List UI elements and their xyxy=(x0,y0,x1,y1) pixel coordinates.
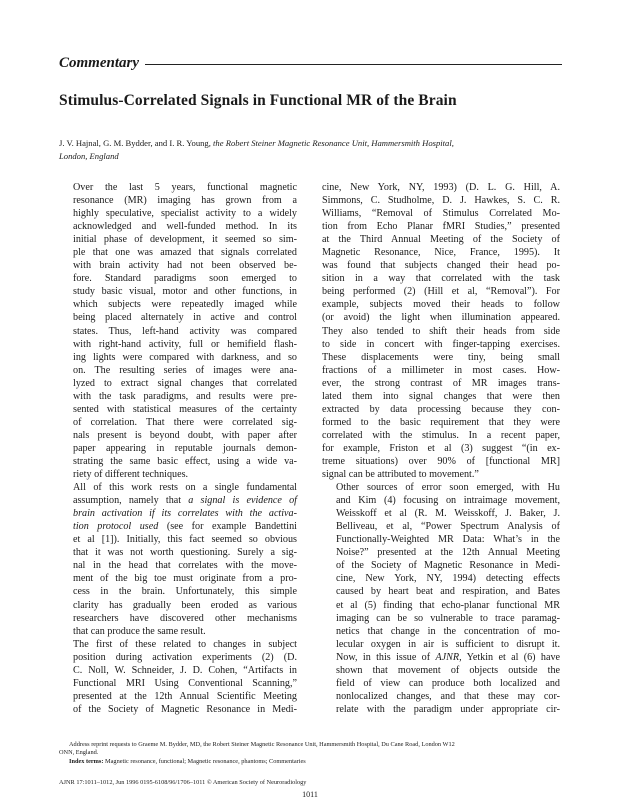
text-line xyxy=(322,285,560,298)
text-line xyxy=(59,651,297,664)
text-run: to side in concert with finger-tapping exercises. xyxy=(322,338,560,350)
text-line xyxy=(59,703,297,716)
text-run: a signal is evidence of xyxy=(188,495,297,507)
text-run: of the Society of Magnetic Resonance in Medi- xyxy=(73,703,297,715)
text-run: (see for example Bandettini xyxy=(158,521,297,533)
text-run: et al (5) finding that echo-planar functional MR xyxy=(336,599,560,611)
text-run: cine, New York, NY, 1994) detecting effects xyxy=(336,573,560,585)
text-run: fore. Standard paradigms soon emerged to xyxy=(73,273,297,285)
text-run: Now, in this issue of xyxy=(336,651,436,663)
text-run: cine, New York, NY, 1993) (D. L. G. Hill, A. xyxy=(322,182,560,193)
text-run: lated them into signal changes that were then xyxy=(322,390,560,402)
text-line xyxy=(322,638,560,651)
text-line xyxy=(322,403,560,416)
text-run: formed to the basic requirement that they were xyxy=(322,416,560,428)
text-line xyxy=(59,390,297,403)
text-run: Noise?” presented at the 12th Annual Meeting xyxy=(336,547,560,559)
text-line xyxy=(322,664,560,677)
text-line xyxy=(59,416,297,429)
text-line xyxy=(59,585,297,598)
text-line xyxy=(322,507,560,520)
author-block xyxy=(59,137,562,163)
text-run: caused by heart beat and respiration, and Bates xyxy=(336,586,560,598)
text-run: extracted by data processing because they con- xyxy=(322,403,560,415)
text-run: nal in the head that correlates with the move- xyxy=(73,560,297,572)
text-line xyxy=(322,390,560,403)
text-line xyxy=(59,351,297,364)
text-line xyxy=(322,194,560,207)
text-run: with brain activity had not been observed be- xyxy=(73,260,297,272)
text-line xyxy=(59,311,297,324)
text-run: lyzed to extract signal changes that correlated xyxy=(73,377,297,389)
text-run: of the Society of Magnetic Resonance in Medi- xyxy=(336,560,560,572)
text-line xyxy=(59,364,297,377)
text-line xyxy=(322,325,560,338)
text-run: highly speculative, specialist activity to a widely xyxy=(73,208,297,220)
text-run: ment of the big toe must originate from a pro- xyxy=(73,573,297,585)
paragraph-1 xyxy=(59,181,297,481)
text-line xyxy=(59,338,297,351)
text-run: lecular oxygen in air is sufficient to disrupt it. xyxy=(336,638,560,650)
left-column xyxy=(59,181,297,716)
text-line xyxy=(322,442,560,455)
text-run: Magnetic Resonance, Nice, France, 1995). It xyxy=(322,247,560,259)
text-run: clarity has gradually been eroded as various xyxy=(73,599,297,611)
text-line xyxy=(59,546,297,559)
author-line-1 xyxy=(59,137,562,150)
text-run: imaging can be so vulnerable to trace paramag- xyxy=(336,612,560,624)
affiliation-part-1: the Robert Steiner Magnetic Resonance Unit, Hammersmith Hospital, xyxy=(213,138,454,148)
text-line xyxy=(322,338,560,351)
text-run: being placed alternately in active and control xyxy=(73,312,297,324)
text-line xyxy=(322,494,560,507)
text-line xyxy=(322,246,560,259)
text-line xyxy=(322,377,560,390)
text-run: Other sources of error soon emerged, with Hu xyxy=(336,482,560,494)
text-run: presented at the 12th Annual Scientific Meeting xyxy=(73,690,297,702)
text-run: ever, the strong contrast of MR images trans- xyxy=(322,377,560,389)
text-line xyxy=(322,651,560,664)
text-line xyxy=(322,559,560,572)
text-run: on. The resulting series of images were ana- xyxy=(73,364,297,376)
text-line xyxy=(59,638,297,651)
text-line xyxy=(322,703,560,716)
affiliation-part-2: London, England xyxy=(59,151,119,161)
text-line xyxy=(322,220,560,233)
text-line xyxy=(322,572,560,585)
reprint-address xyxy=(59,741,562,749)
text-line xyxy=(59,259,297,272)
text-run: researchers have discovered other mechanisms xyxy=(73,612,297,624)
text-run: assumption, namely that xyxy=(73,495,189,507)
section-label: Commentary xyxy=(59,54,140,71)
author-names: J. V. Hajnal, G. M. Bydder, and I. R. Young, xyxy=(59,138,211,148)
text-run: at the Third Annual Meeting of the Society of xyxy=(322,234,560,246)
text-run: being performed (2) (Hill et al, “Removal”). For xyxy=(322,286,560,298)
text-line xyxy=(59,207,297,220)
index-terms xyxy=(59,758,562,766)
text-run: (or avoid) the light when illumination appeared. xyxy=(322,312,560,324)
text-run: that can produce the same result. xyxy=(73,625,206,637)
text-run: Over the last 5 years, functional magnetic xyxy=(73,182,297,193)
text-line xyxy=(322,429,560,442)
text-run: strating the same basic effect, using a wide va- xyxy=(73,455,297,467)
text-run: ing lights were compared with darkness, and so xyxy=(73,351,297,363)
text-run: for example, Friston et al (3) suggest “(in ex- xyxy=(322,442,560,454)
text-line xyxy=(59,572,297,585)
text-run: Belliveau, et al, “Power Spectrum Analysis of xyxy=(336,521,560,533)
text-line xyxy=(322,207,560,220)
text-run: et al [1]). Initially, this fact seemed so obvious xyxy=(73,534,297,546)
paragraph-2 xyxy=(59,481,297,638)
text-run: example, subjects moved their heads to follow xyxy=(322,299,560,311)
text-line xyxy=(59,468,297,481)
right-column xyxy=(322,181,560,716)
section-rule xyxy=(145,64,562,65)
text-line xyxy=(322,416,560,429)
text-run: They also tended to shift their heads from side xyxy=(322,325,560,337)
text-line xyxy=(322,520,560,533)
text-line xyxy=(322,364,560,377)
text-line xyxy=(322,585,560,598)
text-run: treme situations) over 90% of [functional MR] xyxy=(322,455,560,467)
text-run: riety of different techniques. xyxy=(73,469,189,481)
text-run: nals present is beyond doubt, with paper after xyxy=(73,429,297,441)
text-line xyxy=(59,481,297,494)
text-line xyxy=(59,325,297,338)
text-run: acknowledged and well-funded method. In its xyxy=(73,221,297,233)
text-line xyxy=(322,599,560,612)
text-line xyxy=(322,468,560,481)
text-line xyxy=(59,455,297,468)
paragraph-continued xyxy=(322,181,560,481)
text-run: cess in the brain. Unfortunately, this simple xyxy=(73,586,297,598)
text-line xyxy=(59,377,297,390)
index-terms-text: Magnetic resonance, functional; Magnetic resonance, phantoms; Commentaries xyxy=(103,757,306,765)
text-line xyxy=(322,677,560,690)
text-line xyxy=(322,533,560,546)
text-run: ple that one was amazed that signals correlated xyxy=(73,247,297,259)
text-line xyxy=(322,351,560,364)
text-line xyxy=(59,220,297,233)
text-run: C. Noll, W. Schneider, J. D. Cohen, “Artifacts in xyxy=(73,664,297,676)
text-run: sition in a way that correlated with the task xyxy=(322,273,560,285)
text-line xyxy=(322,259,560,272)
text-line xyxy=(59,520,297,533)
text-run: relate with the paradigm under appropriate cir- xyxy=(336,703,560,715)
text-line xyxy=(59,690,297,703)
text-run: correlated with the stimulus. In a recent paper, xyxy=(322,429,560,441)
text-line xyxy=(322,481,560,494)
text-line xyxy=(59,194,297,207)
text-run: Weisskoff et al (R. M. Weisskoff, J. Baker, J. xyxy=(336,508,560,520)
text-line xyxy=(322,272,560,285)
paragraph-4 xyxy=(322,481,560,716)
text-line xyxy=(59,442,297,455)
text-line xyxy=(322,690,560,703)
text-run: resonance (MR) imaging has grown from a xyxy=(73,195,297,207)
text-run: fractions of a millimeter in most cases. How- xyxy=(322,364,560,376)
text-run: position during activation experiments (2) (D. xyxy=(73,651,297,663)
text-run: of correlation. That there were correlated sig- xyxy=(73,416,297,428)
text-run: AJNR, xyxy=(435,651,462,663)
text-run: Williams, “Removal of Stimulus Correlated Mo- xyxy=(322,208,560,220)
text-run: signal can be attributed to movement.” xyxy=(322,469,479,481)
journal-citation: AJNR 17:1011–1012, Jun 1996 0195-6108/96/1706–1011 © American Society of Neuroradiology xyxy=(59,779,307,786)
text-run: study basic visual, motor and other functions, in xyxy=(73,286,297,298)
text-line xyxy=(59,272,297,285)
text-line xyxy=(59,494,297,507)
text-run: sented with statistical measures of the certainty xyxy=(73,403,297,415)
text-run: The first of these related to changes in subject xyxy=(73,638,297,650)
text-line xyxy=(59,559,297,572)
text-run: Functionally-Weighted MR Data: What’s in the xyxy=(336,534,560,546)
text-run: netics that change in the concentration of mo- xyxy=(336,625,560,637)
text-run: with the task paradigms, and results were pre- xyxy=(73,390,297,402)
text-run: These displacements were tiny, being small xyxy=(322,351,560,363)
text-line xyxy=(59,181,297,194)
text-run: initial phase of development, it seemed so sim- xyxy=(73,234,297,246)
text-run: was found that subjects changed their head po- xyxy=(322,260,560,272)
text-line xyxy=(322,455,560,468)
section-header xyxy=(59,52,562,74)
text-run: Functional MRI Using Conventional Scanning,” xyxy=(73,677,297,689)
text-line xyxy=(322,612,560,625)
text-run: All of this work rests on a single fundamental xyxy=(73,482,297,494)
text-run: which subjects were repeatedly imaged while xyxy=(73,299,297,311)
text-line xyxy=(59,298,297,311)
text-run: states. Thus, left-hand activity was compared xyxy=(73,325,297,337)
text-line xyxy=(59,599,297,612)
text-line xyxy=(59,246,297,259)
text-run: tion protocol used xyxy=(73,521,159,533)
text-line xyxy=(59,233,297,246)
index-terms-label: Index terms: xyxy=(69,757,104,765)
text-line xyxy=(59,625,297,638)
text-run: tion from Echo Planar fMRI Studies,” presented xyxy=(322,221,560,233)
text-run: that it was not worth questioning. Surely a sig- xyxy=(73,547,297,559)
text-line xyxy=(59,429,297,442)
text-line xyxy=(322,311,560,324)
text-run: field of view can produce both localized and xyxy=(336,677,560,689)
text-run: Simmons, C. Studholme, D. J. Hawkes, S. C. R. xyxy=(322,195,560,207)
text-line xyxy=(59,677,297,690)
text-line xyxy=(59,664,297,677)
page-number: 1011 xyxy=(302,790,318,799)
text-run: with right-hand activity, full or hemifield flash- xyxy=(73,338,297,350)
footnotes xyxy=(59,741,562,766)
text-run: nonlocalized changes, and that these may cor- xyxy=(336,690,560,702)
text-run: shown that movement of objects outside the xyxy=(336,664,560,676)
paragraph-3 xyxy=(59,638,297,716)
text-line xyxy=(322,181,560,194)
reprint-address-line-2: ONN, England. xyxy=(59,749,99,757)
text-line xyxy=(322,233,560,246)
text-line xyxy=(59,285,297,298)
text-line xyxy=(59,533,297,546)
text-run: and Kim (4) focusing on intraimage movement, xyxy=(336,495,560,507)
text-line xyxy=(59,612,297,625)
text-run: paper appearing in reputable journals demon- xyxy=(73,442,297,454)
text-line xyxy=(59,507,297,520)
text-run: Yetkin et al (6) have xyxy=(461,651,561,663)
text-line xyxy=(322,625,560,638)
article-title: Stimulus-Correlated Signals in Functional MR of the Brain xyxy=(59,92,457,109)
text-line xyxy=(322,546,560,559)
reprint-address-line-1: Address reprint requests to Graeme M. Bydder, MD, the Robert Steiner Magnetic Resonance Unit, Hammersmith Hospital, Du Cane Road, London W12 xyxy=(69,741,455,748)
text-line xyxy=(322,298,560,311)
text-line xyxy=(59,403,297,416)
text-run: brain activation if its correlates with the activa- xyxy=(73,508,297,520)
